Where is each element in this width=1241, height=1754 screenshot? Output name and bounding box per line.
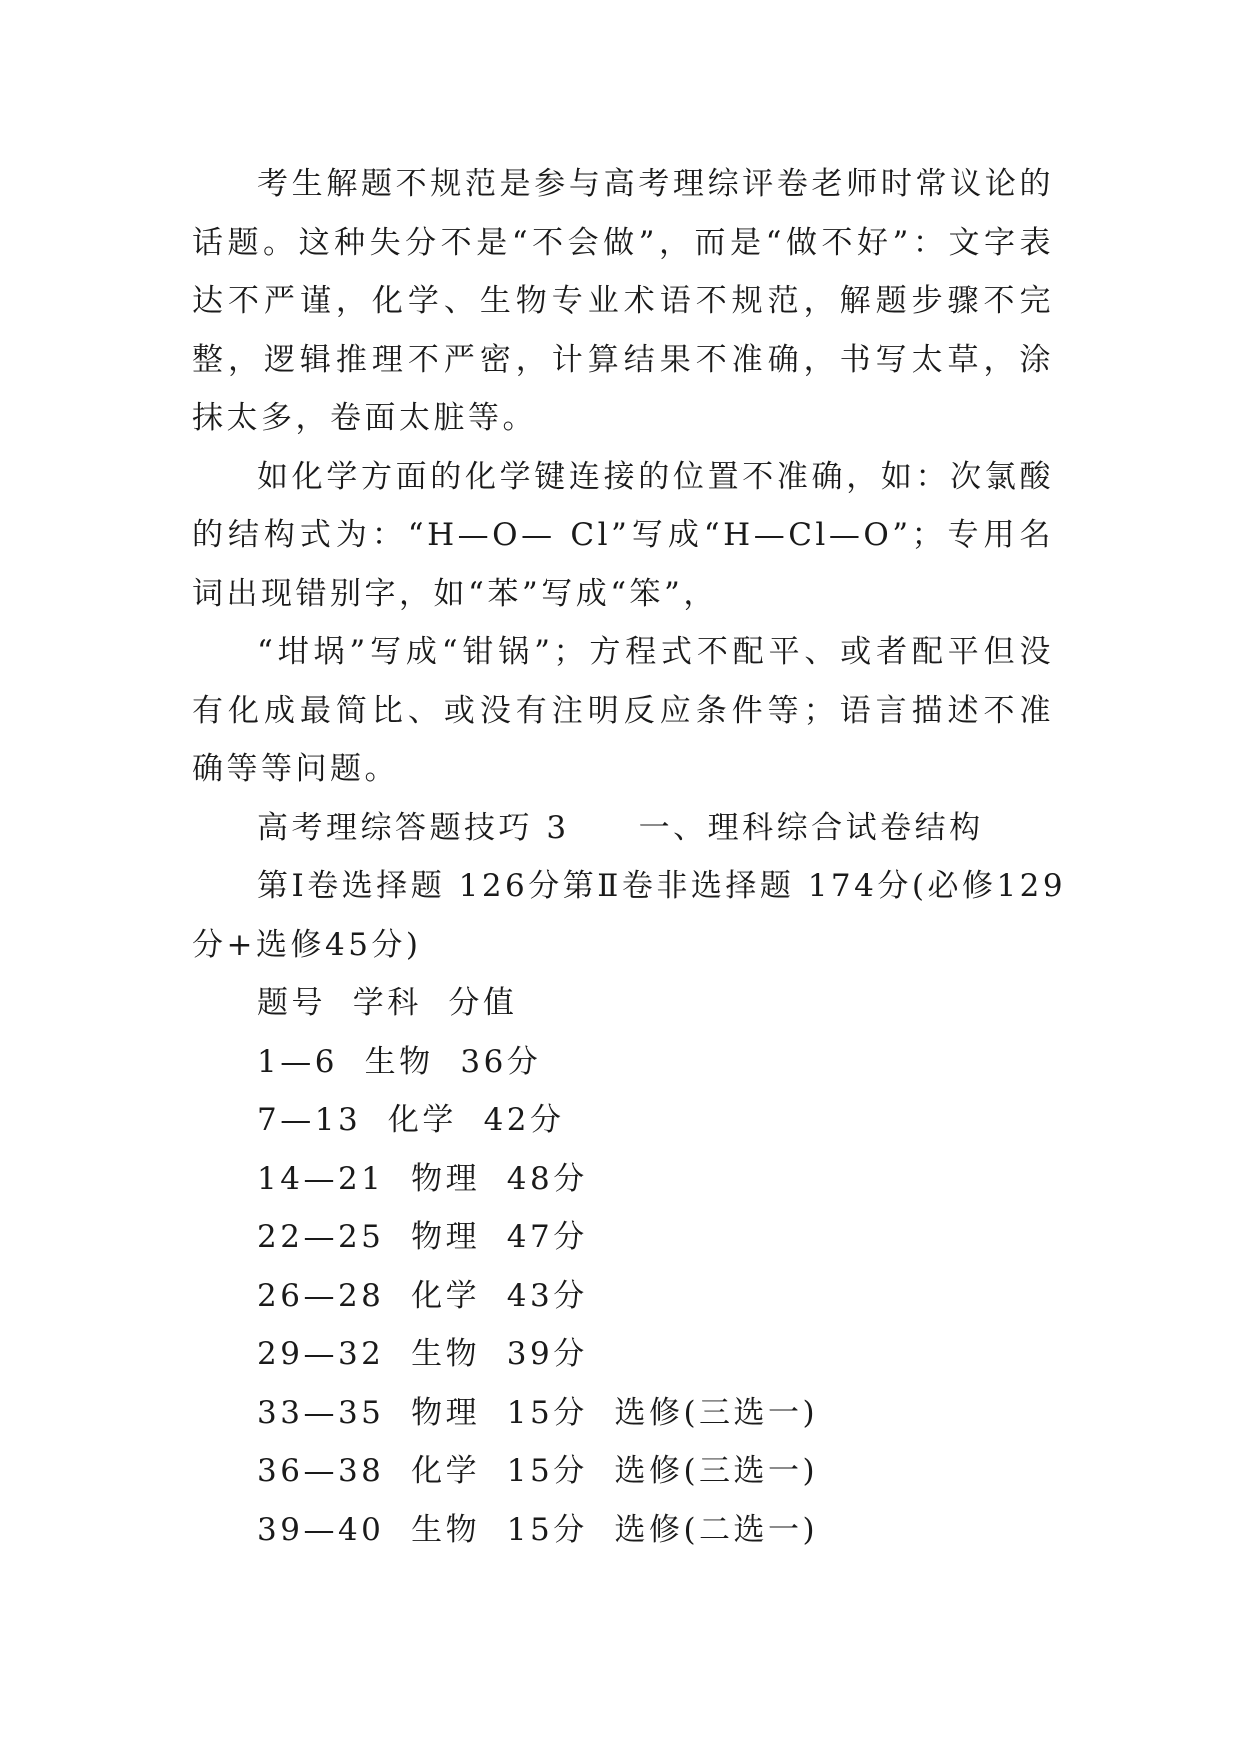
section-heading: 高考理综答题技巧 3 一、理科综合试卷结构 (257, 809, 984, 846)
table-row: 29—32 生物 39分 (257, 1336, 588, 1372)
table-row: 33—35 物理 15分 选修(三选一) (257, 1394, 819, 1431)
table-row: 39—40 生物 15分 选修(二选一) (257, 1511, 819, 1548)
structure-line-2: 分+选修45分) (192, 926, 422, 963)
paragraph-equation-example: “坩埚”写成“钳锅”；方程式不配平、或者配平但没有化成最简比、或没有注明反应条件等；语言描述不准确等等问题。 (192, 634, 1054, 787)
document-body (192, 155, 1067, 1559)
table-row: 7—13 化学 42分 (257, 1102, 565, 1138)
table-row: 14—21 物理 48分 (257, 1160, 588, 1197)
table-row: 1—6 生物 36分 (257, 1043, 542, 1080)
table-row: 36—38 化学 15分 选修(三选一) (257, 1453, 819, 1489)
paragraph-intro: 考生解题不规范是参与高考理综评卷老师时常议论的话题。这种失分不是“不会做”，而是“做不好”：文字表达不严谨，化学、生物专业术语不规范，解题步骤不完整，逻辑推理不严密，计算结果不准确，书写太草，涂抹太多，卷面太脏等。 (192, 166, 1054, 436)
paragraph-chemistry-example: 如化学方面的化学键连接的位置不准确，如：次氯酸的结构式为：“H—O— Cl”写成“H—Cl—O”；专用名词出现错别字，如“苯”写成“笨”， (192, 458, 1054, 612)
table-row: 26—28 化学 43分 (257, 1277, 588, 1314)
table-row: 22—25 物理 47分 (257, 1219, 588, 1255)
structure-line-1: 第Ⅰ卷选择题 126分第Ⅱ卷非选择题 174分(必修129 (257, 868, 1067, 904)
table-header: 题号 学科 分值 (257, 985, 518, 1021)
